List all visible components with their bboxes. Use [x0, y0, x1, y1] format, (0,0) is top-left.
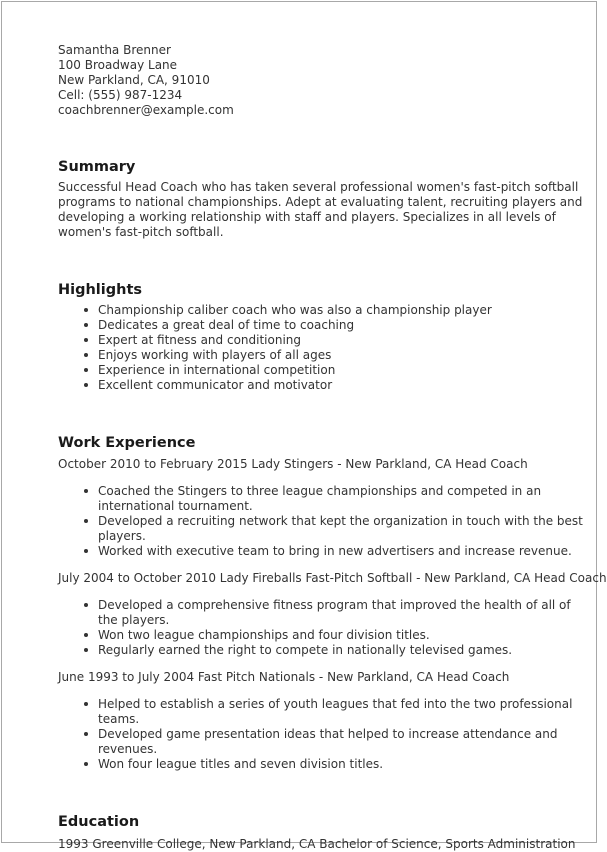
contact-block	[58, 43, 593, 118]
job-bullet: Won four league titles and seven division titles.	[82, 757, 593, 772]
highlight-item: Expert at fitness and conditioning	[82, 333, 593, 348]
highlight-item: Experience in international competition	[82, 363, 593, 378]
contact-name: Samantha Brenner	[58, 43, 171, 57]
resume-content	[58, 43, 607, 852]
resume-page	[1, 1, 607, 851]
highlights-list	[82, 303, 593, 393]
job-bullet: Helped to establish a series of youth leagues that fed into the two professional teams.	[82, 697, 593, 727]
contact-street: 100 Broadway Lane	[58, 58, 178, 72]
highlight-item: Enjoys working with players of all ages	[82, 348, 593, 363]
job-header: June 1993 to July 2004 Fast Pitch Nationals - New Parkland, CA Head Coach	[58, 670, 510, 684]
summary-heading: Summary	[58, 159, 136, 175]
highlights-heading: Highlights	[58, 282, 143, 298]
job-entry	[58, 670, 593, 772]
contact-city: New Parkland, CA, 91010	[58, 73, 210, 87]
highlight-item: Dedicates a great deal of time to coaching	[82, 318, 593, 333]
education-line: 1993 Greenville College, New Parkland, CA Bachelor of Science, Sports Administration	[58, 837, 576, 851]
job-bullet: Worked with executive team to bring in new advertisers and increase revenue.	[82, 544, 593, 559]
job-header: July 2004 to October 2010 Lady Fireballs Fast-Pitch Softball - New Parkland, CA Head Coach	[58, 571, 607, 585]
job-header: October 2010 to February 2015 Lady Stingers - New Parkland, CA Head Coach	[58, 457, 528, 471]
highlight-item: Championship caliber coach who was also a championship player	[82, 303, 593, 318]
job-bullet: Developed a comprehensive fitness program that improved the health of all of the players.	[82, 598, 593, 628]
job-bullets	[82, 697, 593, 772]
job-entry	[58, 457, 593, 559]
work-experience-heading: Work Experience	[58, 435, 196, 451]
job-bullet: Coached the Stingers to three league championships and competed in an international tournament.	[82, 484, 593, 514]
summary-text: Successful Head Coach who has taken several professional women's fast-pitch softball programs to national championships. Adept at evaluating talent, recruiting players and developing a working relationship with staff and players. Specializes in all levels of women's fast-pitch softball.	[58, 180, 583, 239]
job-bullets	[82, 484, 593, 559]
job-bullets	[82, 598, 593, 658]
job-bullet: Developed a recruiting network that kept the organization in touch with the best players.	[82, 514, 593, 544]
job-bullet: Regularly earned the right to compete in nationally televised games.	[82, 643, 593, 658]
job-entry	[58, 571, 607, 658]
highlight-item: Excellent communicator and motivator	[82, 378, 593, 393]
education-heading: Education	[58, 814, 140, 830]
job-bullet: Developed game presentation ideas that helped to increase attendance and revenues.	[82, 727, 593, 757]
job-bullet: Won two league championships and four division titles.	[82, 628, 593, 643]
contact-cell: Cell: (555) 987-1234	[58, 88, 183, 102]
contact-email: coachbrenner@example.com	[58, 103, 234, 117]
